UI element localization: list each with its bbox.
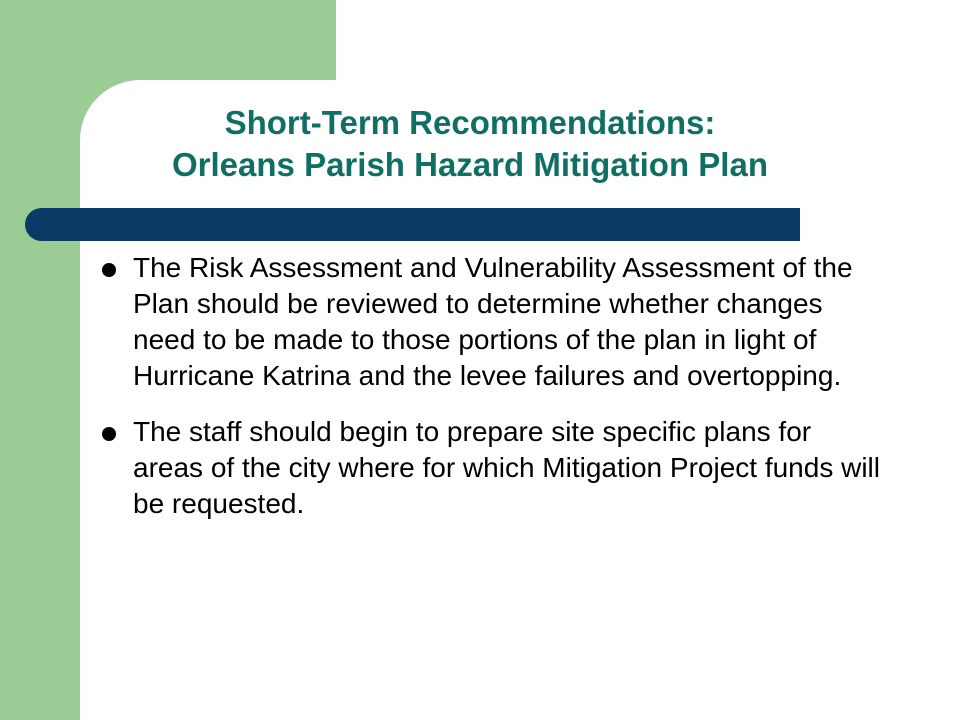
bullet-dot-icon	[102, 263, 116, 277]
title-line-1: Short-Term Recommendations:	[224, 104, 716, 141]
title-divider-bar	[25, 208, 800, 241]
bullet-dot-icon	[102, 427, 116, 441]
bullet-item	[100, 250, 880, 394]
bullet-text: The Risk Assessment and Vulnerability Assessment of the Plan should be reviewed to determine whether changes need to be made to those portions of the plan in light of Hurricane Katrina and the levee failures and overtopping.	[133, 252, 853, 391]
bullet-list	[100, 250, 880, 542]
slide-title	[100, 102, 840, 186]
title-line-2: Orleans Parish Hazard Mitigation Plan	[172, 146, 768, 183]
bullet-item	[100, 414, 880, 522]
bullet-text: The staff should begin to prepare site specific plans for areas of the city where for which Mitigation Project funds will be requested.	[133, 416, 880, 519]
